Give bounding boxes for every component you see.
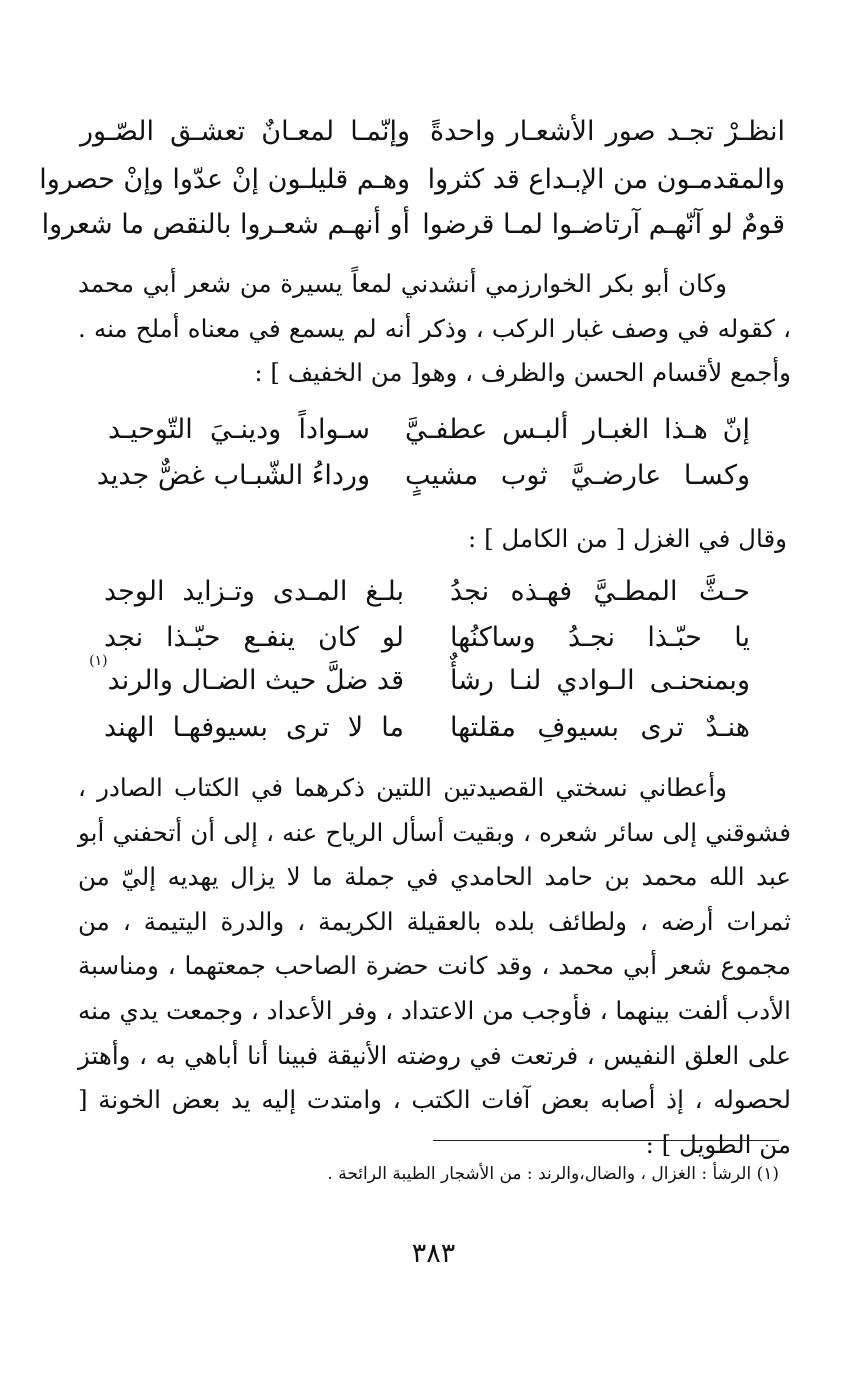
footnote: (١) الرشأ : الغزال ، والضال،والرند : من الأشجار الطيبة الرائحة . bbox=[327, 1164, 779, 1184]
verse-first-hemistich: قومٌ لو آنّهـم آرتاضـوا لمـا قرضوا bbox=[422, 209, 785, 240]
verse-second-hemistich: بلـغ المـدى وتـزايد الوجد bbox=[104, 576, 404, 607]
verse-first-hemistich: وبمنحنـى الـوادي لنـا رشأٌ bbox=[450, 665, 750, 696]
paragraph bbox=[78, 262, 791, 396]
verse-second-hemistich: أو أنهـم شعـروا بالنقص ما شعروا bbox=[41, 209, 410, 240]
verse-second-hemistich: ورداءُ الشّبـاب غضٌّ جديد bbox=[96, 460, 370, 491]
verse-first-hemistich: وكسـا عارضـيَّ ثوب مشيبٍ bbox=[405, 460, 750, 491]
paragraph-text: وكان أبو بكر الخوارزمي أنشدني لمعاً يسيرة من شعر أبي محمد ، كقوله في وصف غبار الركب ، وذكر أنه لم يسمع في معناه أملح منه . وأجمع لأقسام الحسن والظرف ، وهو[ من الخفيف ] : bbox=[78, 269, 791, 388]
poem1-verse bbox=[41, 205, 785, 245]
page-number: ٣٨٣ bbox=[411, 1238, 456, 1269]
verse-second-hemistich: لو كان ينفـع حبّـذا نجد bbox=[104, 622, 404, 653]
paragraph bbox=[78, 766, 791, 1167]
verse-first-hemistich: حـثَّ المطـيَّ فهـذه نجدُ bbox=[450, 576, 750, 607]
poem3-verse bbox=[104, 618, 750, 658]
verse-first-hemistich: والمقدمـون من الإبـداع قد كثروا bbox=[427, 164, 785, 195]
verse-second-hemistich: قد ضلَّ حيث الضـال والرند bbox=[107, 665, 404, 696]
verse-second-hemistich: وهـم قليلـون إنْ عدّوا وإنْ حصروا bbox=[39, 164, 410, 195]
poem1-verse bbox=[80, 112, 785, 152]
verse-second-hemistich-with-note bbox=[89, 653, 404, 701]
verse-first-hemistich: يا حبّـذا نجـدُ وساكنُها bbox=[450, 622, 750, 653]
verse-first-hemistich: إنّ هـذا الغبـار ألبـس عطفـيَّ bbox=[405, 414, 750, 445]
verse-second-hemistich: ما لا ترى بسيوفهـا الهند bbox=[104, 712, 404, 743]
poem3-verse bbox=[104, 708, 750, 748]
footnote-marker: (١) bbox=[89, 653, 108, 669]
section-intro: وقال في الغزل [ من الكامل ] : bbox=[468, 524, 787, 553]
footnote-separator bbox=[433, 1140, 779, 1141]
verse-second-hemistich: وإنّمـا لمعـانٌ تعشـق الصّـور bbox=[80, 116, 410, 147]
verse-first-hemistich: هنـدٌ ترى بسيوفِ مقلتها bbox=[450, 712, 750, 743]
poem3-verse bbox=[104, 572, 750, 612]
verse-second-hemistich: سـواداً ودينـيَ التّوحيـد bbox=[108, 414, 370, 445]
poem2-verse bbox=[108, 410, 750, 450]
verse-first-hemistich: انظـرْ تجـد صور الأشعـار واحدةً bbox=[430, 116, 785, 147]
poem1-verse bbox=[39, 160, 785, 200]
paragraph-text: وأعطاني نسختي القصيدتين اللتين ذكرهما في الكتاب الصادر ، فشوقني إلى سائر شعره ، وبقيت أسأل الرياح عنه ، إلى أن أتحفني أبو عبد الله محمد بن حامد الحامدي في جملة ما لا يزال يهديه إليّ من ثمرات أرضه ، ولطائف بلده بالعقيلة الكريمة ، والدرة اليتيمة ، من مجموع شعر أبي محمد ، وقد كانت حضرة الصاحب جمعتهما ، ومناسبة الأدب ألفت بينهما ، فأوجب من الاعتداد ، وفر الأعداد ، وجمعت يدي منه على العلق النفيس ، فرتعت في روضته الأنيقة فبينا أنا أباهي به ، وأهتز لحصوله ، إذ أصابه بعض آفات الكتب ، وامتدت إليه يد بعض الخونة [ من الطويل ] : bbox=[78, 773, 791, 1159]
poem2-verse bbox=[96, 456, 750, 496]
poem3-verse bbox=[89, 653, 750, 701]
